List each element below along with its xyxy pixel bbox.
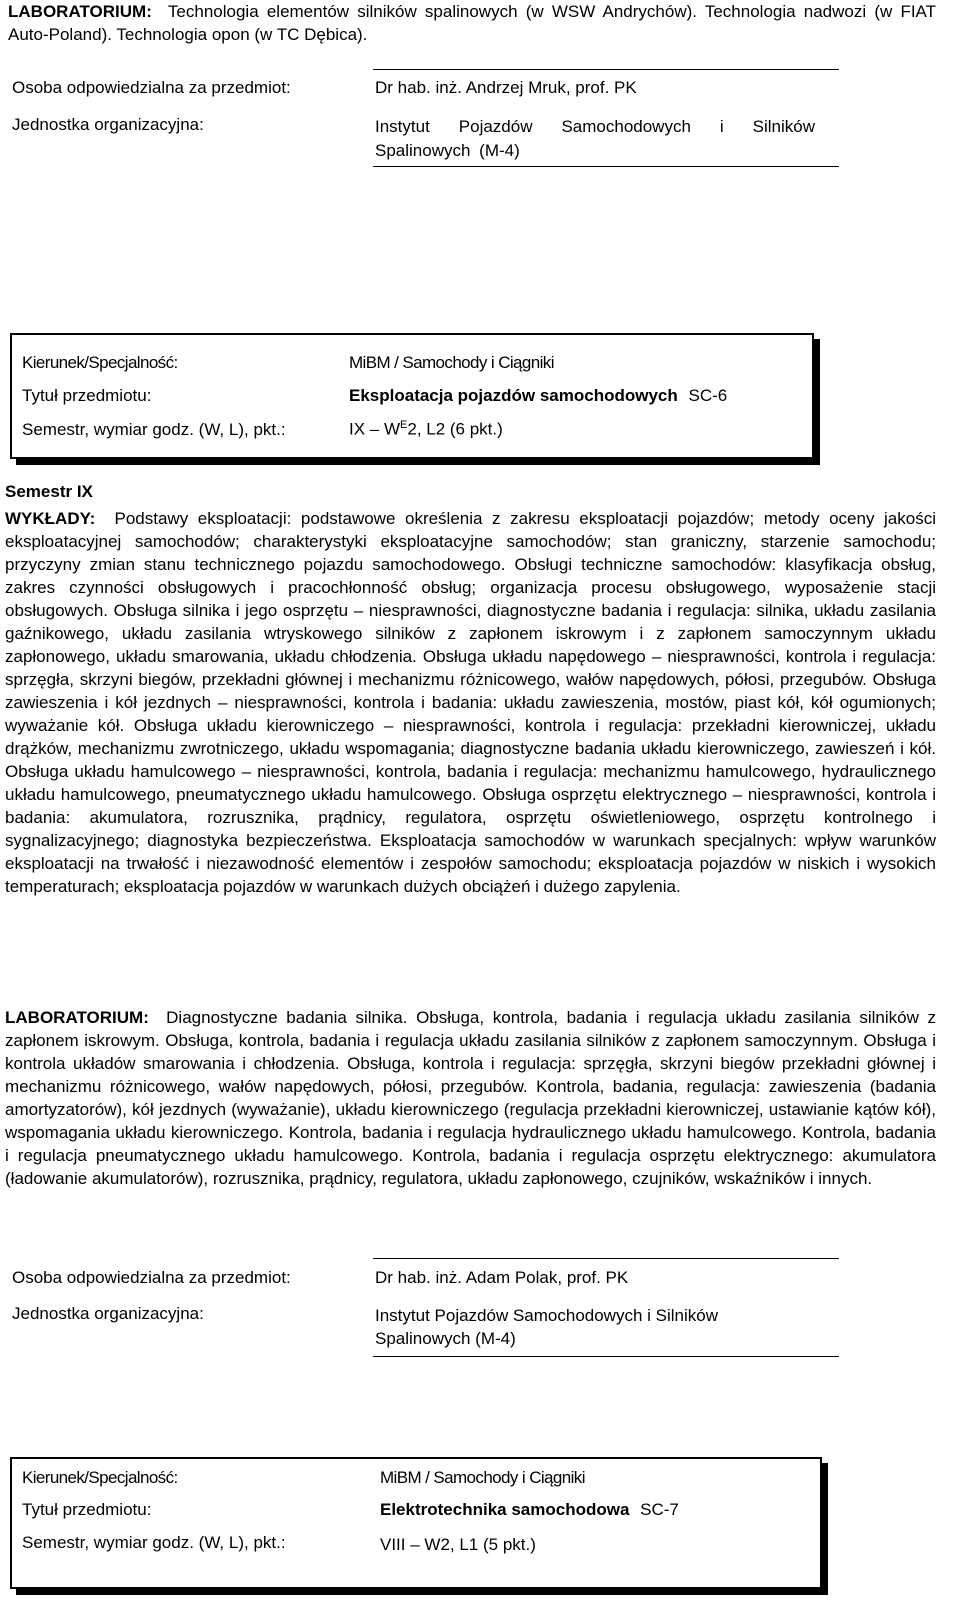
divider-top-2: [373, 166, 839, 167]
lab-text: Diagnostyczne badania silnika. Obsługa, kontrola, badania i regulacja układu zasilania silników z zapłonem iskrowym. Obsługa, kontrola, badania i regulacja układu zasilania silników z zapłonem samoczynnym. Obsługa i kontrola układów smarowania i chłodzenia. Obsługa, kontrola i regulacja: sprzęgła, skrzyni biegów przekładni głównej i mechanizmu różnicowego, wałów napędowych, półosi, przegubów. Kontrola, badania, regulacja: zawieszenia (badania amortyzatorów), kół jezdnych (wyważanie), układu kierowniczego (regulacja przekładni kierowniczej, ustawianie kątów kół), wspomagania układu kierowniczego. Kontrola, badania i regulacja hydraulicznego układu hamulcowego. Kontrola, badania i regulacja pneumatycznego układu hamulcowego. Kontrola, badania i regulacja osprzętu elektrycznego: akumulatora (ładowanie akumulatorów), rozrusznika, prądnicy, regulatora, układu zapłonowego, czujników, wskaźników i innych.: [5, 1008, 936, 1188]
box1-title-label: Tytuł przedmiotu:: [22, 386, 152, 405]
box1-semester-value: [349, 419, 503, 440]
divider-mid-1: [373, 1258, 839, 1259]
box2-title: [380, 1500, 679, 1520]
box2-title-label: Tytuł przedmiotu:: [22, 1500, 152, 1519]
lab-paragraph: [5, 1006, 936, 1190]
top-resp-label: Osoba odpowiedzialna za przedmiot:: [12, 78, 291, 97]
box1-title: [349, 386, 727, 406]
top-resp-value: Dr hab. inż. Andrzej Mruk, prof. PK: [375, 78, 637, 97]
box1-semester-label: Semestr, wymiar godz. (W, L), pkt.:: [22, 420, 286, 439]
top-lab-text: Technologia elementów silników spalinowych (w WSW Andrychów). Technologia nadwozi (w FIAT Auto-Poland). Technologia opon (w TC Dębica).: [8, 2, 937, 44]
lectures-paragraph: [5, 507, 936, 898]
course1-unit-label: Jednostka organizacyjna:: [12, 1304, 204, 1323]
box1-code: SC-6: [688, 386, 728, 405]
course1-resp-label: Osoba odpowiedzialna za przedmiot:: [12, 1268, 291, 1287]
lectures-text: Podstawy eksploatacji: podstawowe określenia z zakresu eksploatacji pojazdów; metody oceny jakości eksploatacyjnej samochodów; charakterystyki eksploatacyjne samochodów; stan graniczny, starzenie samochodu; przyczyny zmian stanu technicznego pojazdu samochodowego. Obsługi techniczne samochodów: klasyfikacja obsług, zakres czynności obsługowych i pracochłonność obsług; organizacja procesu obsługowego, wyposażenie stacji obsługowych. Obsługa silnika i jego osprzętu – niesprawności, diagnostyczne badania i regulacja: silnika, układu zasilania gaźnikowego, układu zasilania wtryskowego silników z zapłonem iskrowym i z zapłonem samoczynnym układu zapłonowego, układu smarowania, układu chłodzenia. Obsługa układu napędowego – niesprawności, kontrola i regulacja: sprzęgła, skrzyni biegów, przekładni głównej i mechanizmu różnicowego, wałów napędowych, półosi, przegubów. Obsługa zawieszenia i kół jezdnych – niesprawności, kontrola i badania: układu zawieszenia, mostów, piast kół, kół ogumionych; wyważanie kół. Obsługa układu kierowniczego – niesprawności, kontrola i regulacja: przekładni kierowniczej, układu drążków, mechanizmu zwrotniczego, układu wspomagania; diagnostyczne badania układu kierowniczego, zawieszeń i kół. Obsługa układu hamulcowego – niesprawności, kontrola, badania i regulacja: mechanizmu hamulcowego, hydraulicznego układu hamulcowego, pneumatycznego układu hamulcowego. Obsługa osprzętu elektrycznego – niesprawności, kontrola i badania: akumulatora, rozrusznika, prądnicy, regulatora, osprzętu oświetleniowego, osprzętu kontrolnego i sygnalizacyjnego; diagnostyka bezpieczeństwa. Eksploatacja samochodów w warunkach specjalnych: wpływ warunków eksploatacji na trwałość i niezawodność elementów i zespołów samochodu; eksploatacja pojazdów w niskich i wysokich temperaturach; eksploatacja pojazdów w warunkach dużych obciążeń i dużego zapylenia.: [5, 509, 936, 896]
divider-top-1: [373, 69, 839, 70]
box1-direction-value: MiBM / Samochody i Ciągniki: [349, 353, 554, 372]
semester-heading: Semestr IX: [5, 482, 93, 501]
lectures-label: WYKŁADY:: [5, 509, 96, 528]
top-unit-label: Jednostka organizacyjna:: [12, 115, 204, 134]
box2-semester-value: VIII – W2, L1 (5 pkt.): [380, 1535, 536, 1554]
box2-direction-value: MiBM / Samochody i Ciągniki: [380, 1468, 585, 1487]
top-unit-value: Instytut Pojazdów Samochodowych i Silników Spalinowych (M-4): [375, 117, 815, 160]
box1-title-value: Eksploatacja pojazdów samochodowych: [349, 386, 678, 405]
divider-mid-2: [373, 1356, 839, 1357]
lab-label: LABORATORIUM:: [5, 1008, 149, 1027]
course-info-box-1: [10, 333, 814, 459]
course1-unit-value: Instytut Pojazdów Samochodowych i Silników Spalinowych (M-4): [375, 1306, 718, 1348]
box2-semester-label: Semestr, wymiar godz. (W, L), pkt.:: [22, 1533, 286, 1552]
box1-sem-b: 2, L2 (6 pkt.): [407, 419, 503, 439]
box1-sem-sup: E: [400, 419, 408, 431]
box1-sem-a: IX – W: [349, 419, 401, 439]
box2-code: SC-7: [640, 1500, 679, 1519]
top-lab-label: LABORATORIUM:: [8, 2, 152, 21]
box1-direction-label: Kierunek/Specjalność:: [22, 353, 178, 372]
course-info-box-2: [10, 1457, 822, 1589]
top-lab-paragraph: [8, 0, 936, 46]
box2-direction-label: Kierunek/Specjalność:: [22, 1468, 178, 1487]
course1-resp-value: Dr hab. inż. Adam Polak, prof. PK: [375, 1268, 629, 1287]
box2-title-value: Elektrotechnika samochodowa: [380, 1500, 630, 1519]
